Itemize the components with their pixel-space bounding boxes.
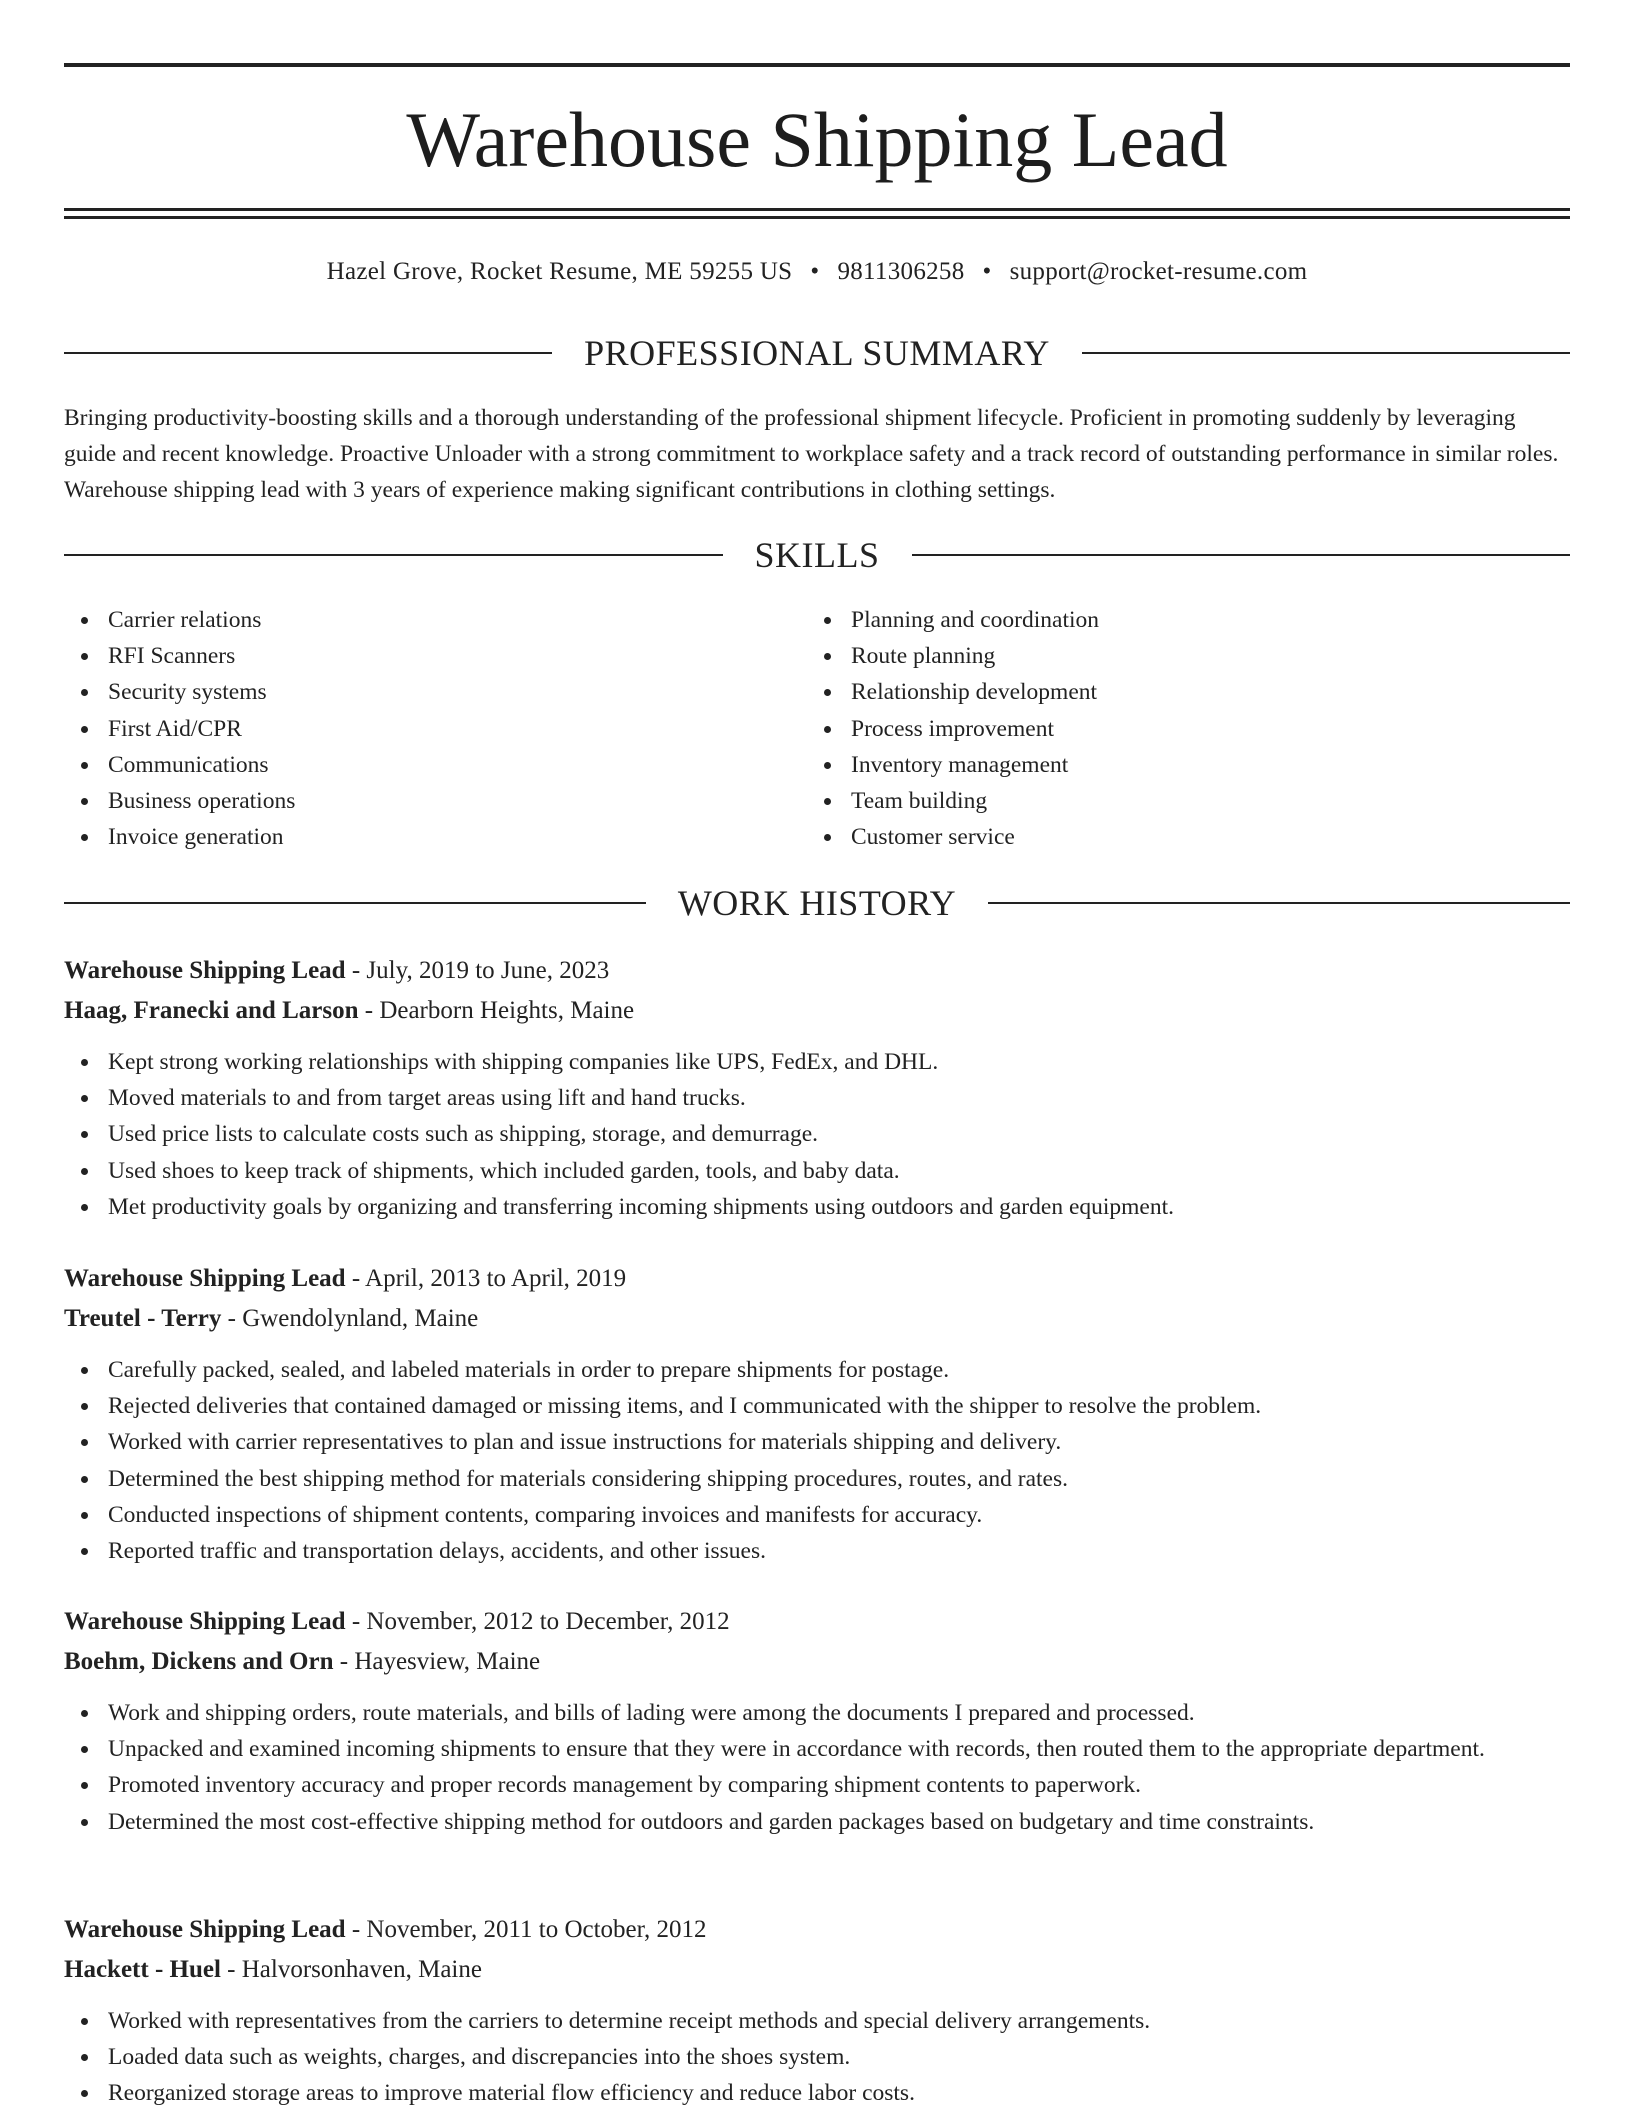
job-title: Warehouse Shipping Lead <box>64 957 346 984</box>
contact-separator: • <box>982 258 992 285</box>
skill-item: Business operations <box>64 783 807 819</box>
skill-item: Team building <box>807 783 1550 819</box>
section-rule-right <box>988 902 1570 904</box>
job-bullet: Reported traffic and transportation delays, accidents, and other issues. <box>64 1533 1570 1569</box>
job-bullet: Used price lists to calculate costs such as shipping, storage, and demurrage. <box>64 1116 1570 1152</box>
skill-item: Communications <box>64 747 807 783</box>
skill-item: Relationship development <box>807 674 1550 710</box>
job-bullet: Worked with representatives from the carriers to determine receipt methods and special delivery arrangements. <box>64 2003 1570 2039</box>
skill-item: Customer service <box>807 819 1550 855</box>
job-company-line: Treutel - Terry - Gwendolynland, Maine <box>64 1305 479 1332</box>
section-title-summary: PROFESSIONAL SUMMARY <box>584 333 1050 373</box>
resume-title: Warehouse Shipping Lead <box>406 96 1228 183</box>
contact-phone: 9811306258 <box>837 258 965 285</box>
job-role-line: Warehouse Shipping Lead - April, 2013 to April, 2019 <box>64 1265 627 1292</box>
job-bullet: Promoted inventory accuracy and proper records management by comparing shipment contents to paperwork. <box>64 1767 1570 1803</box>
contact-separator: • <box>810 258 820 285</box>
job-company: Boehm, Dickens and Orn <box>64 1648 334 1675</box>
skill-item: Route planning <box>807 638 1550 674</box>
job-entry <box>64 1910 1570 2112</box>
job-company: Treutel - Terry <box>64 1305 222 1332</box>
section-rule-right <box>1082 352 1570 354</box>
job-bullet: Conducted inspections of shipment contents, comparing invoices and manifests for accuracy. <box>64 1497 1570 1533</box>
skills-column-left <box>64 602 807 855</box>
job-role-line: Warehouse Shipping Lead - November, 2012 to December, 2012 <box>64 1608 730 1635</box>
job-entry <box>64 1259 1570 1569</box>
skill-item: Inventory management <box>807 747 1550 783</box>
job-bullets <box>64 2003 1570 2112</box>
job-company: Haag, Franecki and Larson <box>64 997 359 1024</box>
skill-item: Planning and coordination <box>807 602 1550 638</box>
section-rule-left <box>64 352 552 354</box>
section-header-work <box>64 881 1570 925</box>
job-bullet: Used shoes to keep track of shipments, which included garden, tools, and baby data. <box>64 1153 1570 1189</box>
job-bullet: Worked with carrier representatives to plan and issue instructions for materials shipping and delivery. <box>64 1424 1570 1460</box>
summary-text: Bringing productivity-boosting skills and a thorough understanding of the professional shipment lifecycle. Proficient in promoting suddenly by leveraging guide and recent knowledge. Proactive Unloader with a strong commitment to workplace safety and a track record of outstanding performance in similar roles. Warehouse shipping lead with 3 years of experience making significant contributions in clothing settings. <box>64 405 1559 503</box>
contact-email: support@rocket-resume.com <box>1009 258 1308 285</box>
job-bullet: Loaded data such as weights, charges, and discrepancies into the shoes system. <box>64 2039 1570 2075</box>
job-title: Warehouse Shipping Lead <box>64 1265 346 1292</box>
job-role-line: Warehouse Shipping Lead - November, 2011 to October, 2012 <box>64 1916 707 1943</box>
job-dates: November, 2011 to October, 2012 <box>366 1916 707 1943</box>
job-entry <box>64 1602 1570 1840</box>
job-title: Warehouse Shipping Lead <box>64 1916 346 1943</box>
job-bullet: Unpacked and examined incoming shipments to ensure that they were in accordance with records, then routed them to the appropriate department. <box>64 1731 1570 1767</box>
job-bullet: Moved materials to and from target areas using lift and hand trucks. <box>64 1080 1570 1116</box>
skill-item: RFI Scanners <box>64 638 807 674</box>
job-dates: July, 2019 to June, 2023 <box>366 957 610 984</box>
skill-item: Process improvement <box>807 711 1550 747</box>
skills-list <box>64 602 1570 855</box>
skill-item: First Aid/CPR <box>64 711 807 747</box>
job-location: Halvorsonhaven, Maine <box>241 1956 482 1983</box>
section-title-skills: SKILLS <box>754 535 880 575</box>
job-role-line: Warehouse Shipping Lead - July, 2019 to June, 2023 <box>64 957 610 984</box>
skill-item: Carrier relations <box>64 602 807 638</box>
skill-item: Invoice generation <box>64 819 807 855</box>
job-bullet: Determined the most cost-effective shipping method for outdoors and garden packages based on budgetary and time constraints. <box>64 1804 1570 1840</box>
section-rule-right <box>912 554 1571 556</box>
contact-address: Hazel Grove, Rocket Resume, ME 59255 US <box>326 258 793 285</box>
job-company: Hackett - Huel <box>64 1956 221 1983</box>
skill-item: Security systems <box>64 674 807 710</box>
job-bullet: Carefully packed, sealed, and labeled materials in order to prepare shipments for postage. <box>64 1352 1570 1388</box>
job-location: Dearborn Heights, Maine <box>379 997 635 1024</box>
job-dates: November, 2012 to December, 2012 <box>366 1608 730 1635</box>
job-bullet: Met productivity goals by organizing and transferring incoming shipments using outdoors and garden equipment. <box>64 1189 1570 1225</box>
job-bullets <box>64 1352 1570 1569</box>
job-bullet: Work and shipping orders, route materials, and bills of lading were among the documents I prepared and processed. <box>64 1695 1570 1731</box>
job-dates: April, 2013 to April, 2019 <box>365 1265 627 1292</box>
job-location: Gwendolynland, Maine <box>242 1305 479 1332</box>
job-bullet: Rejected deliveries that contained damaged or missing items, and I communicated with the shipper to resolve the problem. <box>64 1388 1570 1424</box>
section-header-skills <box>64 533 1570 577</box>
job-bullet: Kept strong working relationships with shipping companies like UPS, FedEx, and DHL. <box>64 1044 1570 1080</box>
job-company-line: Haag, Franecki and Larson - Dearborn Heights, Maine <box>64 997 635 1024</box>
title-rule-lower <box>64 216 1570 219</box>
contact-line <box>64 255 1570 289</box>
title-rule-upper <box>64 208 1570 211</box>
job-bullet: Reorganized storage areas to improve material flow efficiency and reduce labor costs. <box>64 2075 1570 2111</box>
section-title-work: WORK HISTORY <box>677 883 957 923</box>
job-company-line: Hackett - Huel - Halvorsonhaven, Maine <box>64 1956 482 1983</box>
job-entry <box>64 951 1570 1225</box>
job-title: Warehouse Shipping Lead <box>64 1608 346 1635</box>
job-location: Hayesview, Maine <box>354 1648 541 1675</box>
top-rule <box>64 63 1570 67</box>
section-rule-left <box>64 554 723 556</box>
job-bullet: Determined the best shipping method for materials considering shipping procedures, routes, and rates. <box>64 1461 1570 1497</box>
section-header-summary <box>64 331 1570 375</box>
job-bullets <box>64 1044 1570 1225</box>
job-bullets <box>64 1695 1570 1840</box>
job-company-line: Boehm, Dickens and Orn - Hayesview, Maine <box>64 1648 541 1675</box>
skills-column-right <box>807 602 1550 855</box>
section-rule-left <box>64 902 646 904</box>
